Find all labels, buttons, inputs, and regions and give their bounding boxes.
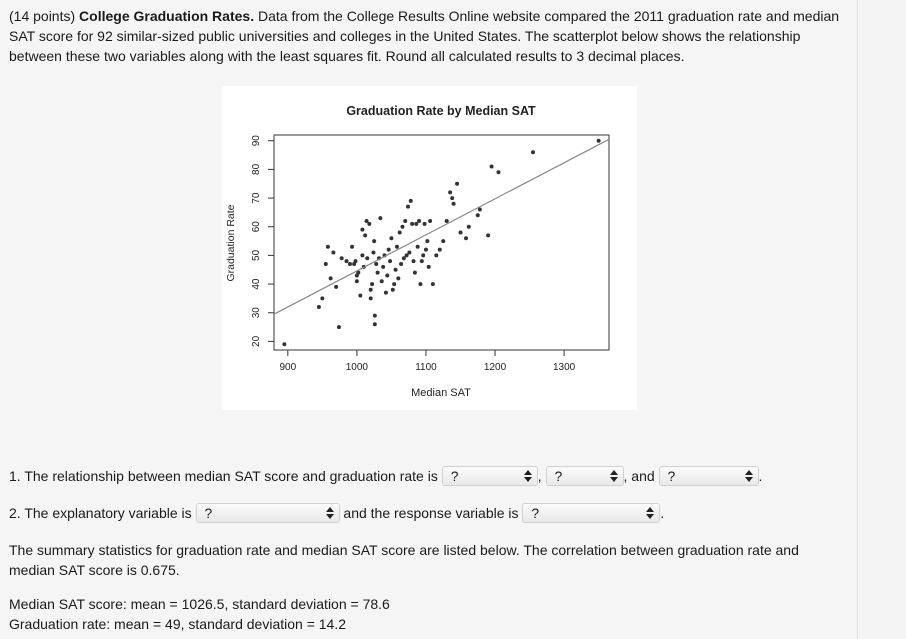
q1-strength-value: ? <box>667 467 676 484</box>
scatter-point <box>402 256 406 260</box>
scatter-point <box>334 285 338 289</box>
scatter-point <box>392 282 396 286</box>
scatterplot-svg <box>222 86 637 410</box>
scatter-point <box>360 253 364 257</box>
scatter-point <box>369 296 373 300</box>
y-tick-label: 80 <box>251 163 262 175</box>
problem-points: (14 points) <box>9 8 76 24</box>
y-tick-label: 20 <box>251 335 262 347</box>
question-1 <box>9 466 762 486</box>
scatter-point <box>476 213 480 217</box>
scatter-point <box>420 259 424 263</box>
q2-response-value: ? <box>531 504 540 521</box>
y-tick-label: 40 <box>251 278 262 290</box>
q1-direction-select[interactable] <box>442 466 538 486</box>
scatter-point <box>409 199 413 203</box>
scatter-point <box>320 296 324 300</box>
scatter-point <box>400 225 404 229</box>
q1-form-select[interactable] <box>546 466 624 486</box>
scatter-point <box>416 245 420 249</box>
least-squares-line <box>274 139 609 314</box>
scatter-point <box>428 219 432 223</box>
scatter-point <box>405 253 409 257</box>
scatter-point <box>434 253 438 257</box>
scatter-point <box>427 265 431 269</box>
scatter-point <box>417 219 421 223</box>
scatter-point <box>410 222 414 226</box>
scatter-point <box>455 182 459 186</box>
scatter-point <box>370 282 374 286</box>
y-axis-label: Graduation Rate <box>225 204 237 282</box>
scatter-point <box>373 314 377 318</box>
scatter-point <box>365 256 369 260</box>
scatter-point <box>355 279 359 283</box>
scatter-point <box>398 230 402 234</box>
x-tick-label: 1300 <box>552 362 576 373</box>
question-2-mid-text: and the response variable is <box>343 505 519 521</box>
scatter-point <box>350 245 354 249</box>
scatter-point <box>531 150 535 154</box>
scatter-point <box>452 202 456 206</box>
scatter-point <box>394 268 398 272</box>
scatter-point <box>282 342 286 346</box>
scatter-point <box>441 239 445 243</box>
q1-end: . <box>758 468 763 484</box>
scatter-point <box>363 233 367 237</box>
scatter-point <box>403 219 407 223</box>
scatter-point <box>412 259 416 263</box>
scatter-point <box>467 225 471 229</box>
y-tick-label: 50 <box>251 249 262 261</box>
scatter-point <box>424 248 428 252</box>
scatter-point <box>438 248 442 252</box>
scatter-point <box>425 239 429 243</box>
scatter-point <box>337 325 341 329</box>
select-arrows-icon <box>326 506 334 520</box>
q1-separator-2: , and <box>623 468 655 484</box>
scatter-point <box>378 216 382 220</box>
select-arrows-icon <box>745 469 753 483</box>
scatter-point <box>496 170 500 174</box>
x-axis <box>279 350 575 373</box>
scatter-point <box>478 208 482 212</box>
scatter-point <box>384 291 388 295</box>
scatter-point <box>324 262 328 266</box>
scatter-point <box>423 222 427 226</box>
x-axis-label: Median SAT <box>411 387 471 399</box>
scatter-point <box>490 165 494 169</box>
summary-grad-line: Graduation rate: mean = 49, standard deviation = 14.2 <box>9 616 347 632</box>
problem-title: College Graduation Rates. <box>79 8 255 24</box>
y-tick-label: 90 <box>251 135 262 147</box>
scatter-point <box>380 279 384 283</box>
scatterplot-figure <box>222 86 637 410</box>
y-tick-label: 60 <box>251 221 262 233</box>
q2-response-select[interactable] <box>522 503 660 523</box>
scatter-point <box>329 276 333 280</box>
y-tick-label: 70 <box>251 192 262 204</box>
scatter-point <box>348 262 352 266</box>
scatter-point <box>367 222 371 226</box>
scatter-point <box>486 233 490 237</box>
scatter-point <box>395 245 399 249</box>
q1-strength-select[interactable] <box>659 466 759 486</box>
x-tick-label: 900 <box>279 362 297 373</box>
scatter-point <box>365 219 369 223</box>
data-points <box>282 139 600 347</box>
select-arrows-icon <box>610 469 618 483</box>
scatter-point <box>317 305 321 309</box>
scatter-point <box>373 322 377 326</box>
q1-separator-1: , <box>537 468 542 484</box>
scatter-point <box>458 230 462 234</box>
scatter-point <box>388 259 392 263</box>
scatter-point <box>431 282 435 286</box>
summary-intro: The summary statistics for graduation rate and median SAT score are listed below. The correlation between graduation rate and median SAT score is 0.675. <box>9 542 799 578</box>
q2-end: . <box>660 505 665 521</box>
scatter-point <box>413 271 417 275</box>
chart-title: Graduation Rate by Median SAT <box>346 104 536 118</box>
scatter-point <box>406 205 410 209</box>
question-2 <box>9 503 664 523</box>
scatter-point <box>331 251 335 255</box>
summary-sat-line: Median SAT score: mean = 1026.5, standard deviation = 78.6 <box>9 596 390 612</box>
q2-explanatory-select[interactable] <box>196 503 340 523</box>
scatter-point <box>358 294 362 298</box>
scatter-point <box>389 236 393 240</box>
scatter-point <box>374 262 378 266</box>
y-tick-label: 30 <box>251 307 262 319</box>
scatter-point <box>399 262 403 266</box>
plot-frame <box>274 135 609 350</box>
question-1-text: 1. The relationship between median SAT score and graduation rate is <box>9 468 438 484</box>
scatter-point <box>418 282 422 286</box>
x-tick-label: 1100 <box>415 362 437 373</box>
scatter-point <box>414 222 418 226</box>
scatter-point <box>445 219 449 223</box>
scatter-point <box>464 236 468 240</box>
q1-direction-value: ? <box>450 467 459 484</box>
scatter-point <box>396 276 400 280</box>
scatter-point <box>354 259 358 263</box>
scatter-point <box>385 273 389 277</box>
scatter-point <box>407 251 411 255</box>
scatter-point <box>345 259 349 263</box>
scatter-point <box>448 190 452 194</box>
problem-intro <box>9 6 849 66</box>
scatter-point <box>391 288 395 292</box>
q1-form-value: ? <box>554 467 563 484</box>
select-arrows-icon <box>524 469 532 483</box>
fit-line-group <box>274 139 609 314</box>
x-tick-label: 1200 <box>483 362 507 373</box>
question-2-text: 2. The explanatory variable is <box>9 505 192 521</box>
scatter-point <box>450 196 454 200</box>
scatter-point <box>340 256 344 260</box>
scatter-point <box>381 265 385 269</box>
y-axis <box>251 135 274 347</box>
scatter-point <box>371 251 375 255</box>
scatter-point <box>387 248 391 252</box>
scatter-point <box>369 288 373 292</box>
scatter-point <box>372 239 376 243</box>
scatter-point <box>360 228 364 232</box>
scatter-point <box>597 139 601 143</box>
problem-text: Data from the College Results Online website compared the 2011 graduation rate and median SAT score for 92 similar-sized public universities and colleges in the United States. The scatterplot below shows the relationship between these two variables along with the least squares fit. Round all calculated results to 3 decimal places. <box>9 8 840 64</box>
scatter-point <box>421 253 425 257</box>
select-arrows-icon <box>646 506 654 520</box>
q2-explanatory-value: ? <box>204 504 213 521</box>
x-tick-label: 1000 <box>345 362 369 373</box>
scatter-point <box>326 245 330 249</box>
scatter-point <box>376 271 380 275</box>
